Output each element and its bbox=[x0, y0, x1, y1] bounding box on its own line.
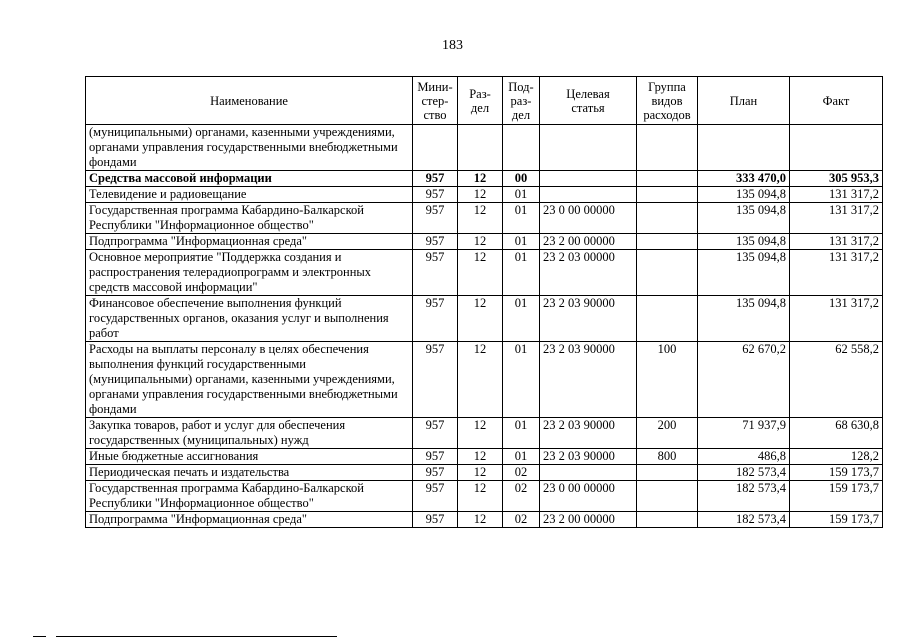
cell-group bbox=[637, 234, 698, 250]
cell-ministry: 957 bbox=[413, 250, 458, 296]
cell-ministry: 957 bbox=[413, 203, 458, 234]
cell-ministry: 957 bbox=[413, 234, 458, 250]
cell-target: 23 2 03 90000 bbox=[540, 342, 637, 418]
cell-group: 800 bbox=[637, 449, 698, 465]
cell-name: Закупка товаров, работ и услуг для обеспечения государственных (муниципальных) нужд bbox=[86, 418, 413, 449]
cell-fact: 305 953,3 bbox=[790, 171, 883, 187]
cell-name: Подпрограмма "Информационная среда" bbox=[86, 512, 413, 528]
cell-plan: 135 094,8 bbox=[698, 296, 790, 342]
cell-section: 12 bbox=[458, 234, 503, 250]
table-row bbox=[86, 481, 883, 512]
cell-group bbox=[637, 465, 698, 481]
cell-section: 12 bbox=[458, 481, 503, 512]
cell-section: 12 bbox=[458, 465, 503, 481]
cell-section: 12 bbox=[458, 187, 503, 203]
cell-section: 12 bbox=[458, 203, 503, 234]
cell-subsection: 01 bbox=[503, 342, 540, 418]
cell-target bbox=[540, 187, 637, 203]
cell-subsection: 02 bbox=[503, 465, 540, 481]
cell-name: Основное мероприятие "Поддержка создания и распространения телерадиопрограмм и электронных средств массовой информации" bbox=[86, 250, 413, 296]
cell-ministry: 957 bbox=[413, 296, 458, 342]
cell-fact: 68 630,8 bbox=[790, 418, 883, 449]
cell-ministry: 957 bbox=[413, 187, 458, 203]
cell-name: Телевидение и радиовещание bbox=[86, 187, 413, 203]
cell-target: 23 2 03 90000 bbox=[540, 449, 637, 465]
cell-ministry bbox=[413, 125, 458, 171]
cell-name: Иные бюджетные ассигнования bbox=[86, 449, 413, 465]
cell-subsection: 01 bbox=[503, 250, 540, 296]
table-body bbox=[86, 125, 883, 528]
cell-ministry: 957 bbox=[413, 449, 458, 465]
header-ministry: Мини- стер- ство bbox=[413, 77, 458, 125]
cell-target: 23 2 00 00000 bbox=[540, 234, 637, 250]
cell-subsection: 00 bbox=[503, 171, 540, 187]
cell-subsection: 02 bbox=[503, 481, 540, 512]
cell-section: 12 bbox=[458, 512, 503, 528]
cell-plan: 135 094,8 bbox=[698, 234, 790, 250]
cell-target: 23 0 00 00000 bbox=[540, 481, 637, 512]
header-target: Целевая статья bbox=[540, 77, 637, 125]
cell-group bbox=[637, 512, 698, 528]
cell-subsection: 01 bbox=[503, 234, 540, 250]
cell-subsection: 01 bbox=[503, 187, 540, 203]
cell-fact: 131 317,2 bbox=[790, 234, 883, 250]
cell-plan: 71 937,9 bbox=[698, 418, 790, 449]
cell-target bbox=[540, 125, 637, 171]
cell-section: 12 bbox=[458, 342, 503, 418]
table-row bbox=[86, 418, 883, 449]
cell-section: 12 bbox=[458, 449, 503, 465]
cell-name: Подпрограмма "Информационная среда" bbox=[86, 234, 413, 250]
table-row bbox=[86, 187, 883, 203]
cell-plan: 135 094,8 bbox=[698, 203, 790, 234]
table-header-row bbox=[86, 77, 883, 125]
header-fact: Факт bbox=[790, 77, 883, 125]
cell-name: (муниципальными) органами, казенными учреждениями, органами управления государственными внебюджетными фондами bbox=[86, 125, 413, 171]
cell-section: 12 bbox=[458, 418, 503, 449]
cell-name: Государственная программа Кабардино-Балкарской Республики "Информационное общество" bbox=[86, 481, 413, 512]
cell-section: 12 bbox=[458, 250, 503, 296]
cell-plan: 333 470,0 bbox=[698, 171, 790, 187]
table-row bbox=[86, 234, 883, 250]
cell-ministry: 957 bbox=[413, 481, 458, 512]
cell-ministry: 957 bbox=[413, 342, 458, 418]
cell-group bbox=[637, 250, 698, 296]
cell-subsection: 01 bbox=[503, 203, 540, 234]
cell-group bbox=[637, 171, 698, 187]
cell-fact: 128,2 bbox=[790, 449, 883, 465]
cell-plan: 486,8 bbox=[698, 449, 790, 465]
cell-fact: 131 317,2 bbox=[790, 296, 883, 342]
cell-plan: 135 094,8 bbox=[698, 250, 790, 296]
cell-plan: 182 573,4 bbox=[698, 481, 790, 512]
table-row bbox=[86, 449, 883, 465]
cell-group: 200 bbox=[637, 418, 698, 449]
table-row bbox=[86, 125, 883, 171]
cell-subsection: 01 bbox=[503, 296, 540, 342]
cell-plan bbox=[698, 125, 790, 171]
cell-fact: 159 173,7 bbox=[790, 465, 883, 481]
cell-group: 100 bbox=[637, 342, 698, 418]
cell-section: 12 bbox=[458, 296, 503, 342]
cell-ministry: 957 bbox=[413, 465, 458, 481]
footnote-rule bbox=[56, 636, 337, 637]
table-row bbox=[86, 296, 883, 342]
table-row bbox=[86, 512, 883, 528]
cell-subsection: 02 bbox=[503, 512, 540, 528]
cell-fact: 131 317,2 bbox=[790, 203, 883, 234]
cell-subsection bbox=[503, 125, 540, 171]
cell-fact: 131 317,2 bbox=[790, 250, 883, 296]
cell-subsection: 01 bbox=[503, 449, 540, 465]
cell-group bbox=[637, 203, 698, 234]
cell-target: 23 2 03 90000 bbox=[540, 296, 637, 342]
cell-group bbox=[637, 296, 698, 342]
table-row bbox=[86, 203, 883, 234]
header-section: Раз- дел bbox=[458, 77, 503, 125]
cell-section: 12 bbox=[458, 171, 503, 187]
cell-fact: 159 173,7 bbox=[790, 481, 883, 512]
cell-name: Финансовое обеспечение выполнения функций государственных органов, оказания услуг и выполнения работ bbox=[86, 296, 413, 342]
header-name: Наименование bbox=[86, 77, 413, 125]
cell-fact bbox=[790, 125, 883, 171]
header-plan: План bbox=[698, 77, 790, 125]
cell-name: Государственная программа Кабардино-Балкарской Республики "Информационное общество" bbox=[86, 203, 413, 234]
page-number: 183 bbox=[442, 38, 463, 53]
footnote-rule-short bbox=[33, 636, 46, 637]
cell-name: Средства массовой информации bbox=[86, 171, 413, 187]
cell-plan: 135 094,8 bbox=[698, 187, 790, 203]
cell-target: 23 0 00 00000 bbox=[540, 203, 637, 234]
table-row bbox=[86, 342, 883, 418]
cell-plan: 182 573,4 bbox=[698, 512, 790, 528]
cell-target bbox=[540, 171, 637, 187]
cell-section bbox=[458, 125, 503, 171]
cell-ministry: 957 bbox=[413, 171, 458, 187]
cell-ministry: 957 bbox=[413, 512, 458, 528]
cell-target: 23 2 03 90000 bbox=[540, 418, 637, 449]
cell-target: 23 2 03 00000 bbox=[540, 250, 637, 296]
cell-fact: 159 173,7 bbox=[790, 512, 883, 528]
cell-group bbox=[637, 187, 698, 203]
cell-name: Расходы на выплаты персоналу в целях обеспечения выполнения функций государственными (муниципальными) органами, казенными учреждениями, органами управления государственными внебюджетными фондами bbox=[86, 342, 413, 418]
table-row bbox=[86, 250, 883, 296]
cell-fact: 131 317,2 bbox=[790, 187, 883, 203]
cell-plan: 62 670,2 bbox=[698, 342, 790, 418]
cell-name: Периодическая печать и издательства bbox=[86, 465, 413, 481]
header-group: Группа видов расходов bbox=[637, 77, 698, 125]
cell-target bbox=[540, 465, 637, 481]
cell-group bbox=[637, 125, 698, 171]
budget-table bbox=[85, 76, 883, 528]
table-row bbox=[86, 171, 883, 187]
cell-plan: 182 573,4 bbox=[698, 465, 790, 481]
table-row bbox=[86, 465, 883, 481]
cell-subsection: 01 bbox=[503, 418, 540, 449]
cell-fact: 62 558,2 bbox=[790, 342, 883, 418]
cell-ministry: 957 bbox=[413, 418, 458, 449]
cell-group bbox=[637, 481, 698, 512]
cell-target: 23 2 00 00000 bbox=[540, 512, 637, 528]
header-subsection: Под- раз- дел bbox=[503, 77, 540, 125]
